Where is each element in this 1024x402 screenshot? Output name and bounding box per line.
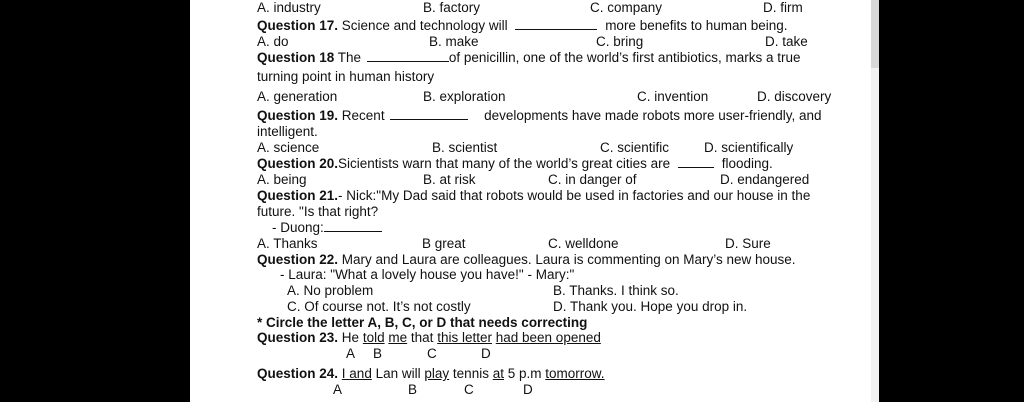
question-20-blank xyxy=(678,156,714,168)
q21-option-a: A. Thanks xyxy=(257,236,318,251)
q19-option-a: A. science xyxy=(257,140,320,155)
question-21 xyxy=(257,188,810,204)
question-22 xyxy=(257,252,796,268)
question-21-stem: - Nick:"My Dad said that robots would be used in factories and our house in the xyxy=(338,188,811,203)
adjacent-page-edge-shadow xyxy=(871,0,879,68)
question-24-letter-d: D xyxy=(523,382,533,397)
q16-option-d: D. firm xyxy=(763,0,803,15)
q17-option-b: B. make xyxy=(429,34,479,49)
question-24-part-d: tomorrow. xyxy=(545,366,605,381)
question-19-blank xyxy=(390,108,468,120)
q22-option-a: A. No problem xyxy=(287,283,374,298)
question-19-stem-start: Recent xyxy=(341,108,385,123)
question-22-label: Question 22. xyxy=(257,252,339,267)
question-24-label: Question 24. xyxy=(257,366,339,381)
question-23-letter-a: A xyxy=(346,346,356,361)
question-20-stem-end: flooding. xyxy=(721,156,773,171)
question-23-word-4: that xyxy=(410,330,434,345)
question-24-letter-b: B xyxy=(408,382,418,397)
question-19-stem-end: developments have made robots more user-friendly, and xyxy=(484,108,822,123)
q16-option-b: B. factory xyxy=(423,0,481,15)
question-18-stem-end: of penicillin, one of the world’s first antibiotics, marks a true xyxy=(448,50,801,65)
question-23 xyxy=(257,330,601,346)
q22-option-c: C. Of course not. It’s not costly xyxy=(287,299,471,314)
question-24-part-a: I and xyxy=(341,366,372,381)
question-18-line-2: turning point in human history xyxy=(257,69,435,84)
question-18-blank xyxy=(367,50,449,62)
question-23-letter-c: C xyxy=(427,346,437,361)
question-21-line-2: future. "Is that right? xyxy=(257,204,379,219)
q18-option-a: A. generation xyxy=(257,89,338,104)
q20-option-d: D. endangered xyxy=(720,172,810,187)
question-17-stem-start: Science and technology will xyxy=(341,18,508,33)
question-24 xyxy=(257,366,605,382)
question-17-label: Question 17. xyxy=(257,18,339,33)
question-23-part-a: told xyxy=(362,330,385,345)
question-21-speaker: - Duong: xyxy=(272,220,324,235)
question-20-label: Question 20. xyxy=(257,156,339,171)
question-17-blank xyxy=(515,18,597,30)
question-24-word-6: 5 p.m xyxy=(507,366,542,381)
question-17-stem-end: more benefits to human being. xyxy=(605,18,788,33)
question-21-label: Question 21. xyxy=(257,188,339,203)
question-23-part-d: had been opened xyxy=(495,330,601,345)
question-24-word-2: Lan will xyxy=(375,366,421,381)
q20-option-a: A. being xyxy=(257,172,307,187)
question-24-word-4: tennis xyxy=(452,366,489,381)
q18-option-d: D. discovery xyxy=(757,89,832,104)
question-24-part-c: at xyxy=(492,366,504,381)
question-18-stem-start: The xyxy=(337,50,362,65)
question-17 xyxy=(257,18,788,34)
q19-option-d: D. scientifically xyxy=(704,140,794,155)
q18-option-c: C. invention xyxy=(637,89,709,104)
question-23-word-1: He xyxy=(341,330,360,345)
q16-option-a: A. industry xyxy=(257,0,321,15)
question-23-letter-d: D xyxy=(481,346,491,361)
q20-option-b: B. at risk xyxy=(423,172,476,187)
question-19-line-2: intelligent. xyxy=(257,124,318,139)
question-22-stem: Mary and Laura are colleagues. Laura is commenting on Mary’s new house. xyxy=(341,252,796,267)
q17-option-d: D. take xyxy=(765,34,808,49)
question-18-label: Question 18 xyxy=(257,50,335,65)
question-18 xyxy=(257,50,801,66)
q21-option-d: D. Sure xyxy=(725,236,771,251)
question-23-part-c: this letter xyxy=(437,330,492,345)
worksheet-page xyxy=(190,0,871,402)
section-instruction: * Circle the letter A, B, C, or D that needs correcting xyxy=(257,315,588,330)
question-23-label: Question 23. xyxy=(257,330,339,345)
q20-option-c: C. in danger of xyxy=(548,172,637,187)
question-22-line-2: - Laura: "What a lovely house you have!" - Mary:" xyxy=(280,267,575,282)
question-19 xyxy=(257,108,822,124)
question-23-letter-b: B xyxy=(373,346,383,361)
question-19-label: Question 19. xyxy=(257,108,339,123)
q22-option-b: B. Thanks. I think so. xyxy=(553,283,679,298)
q22-option-d: D. Thank you. Hope you drop in. xyxy=(553,299,748,314)
q21-option-c: C. welldone xyxy=(548,236,619,251)
question-24-letter-c: C xyxy=(464,382,474,397)
question-24-part-b: play xyxy=(424,366,450,381)
question-23-part-b: me xyxy=(388,330,408,345)
question-20 xyxy=(257,156,773,172)
q19-option-c: C. scientific xyxy=(600,140,670,155)
q18-option-b: B. exploration xyxy=(423,89,506,104)
q19-option-b: B. scientist xyxy=(432,140,498,155)
q21-option-b: B great xyxy=(422,236,466,251)
question-20-stem-start: Sicientists warn that many of the world’s great cities are xyxy=(338,156,671,171)
q17-option-c: C. bring xyxy=(596,34,644,49)
question-21-line-3 xyxy=(272,220,382,236)
q17-option-a: A. do xyxy=(257,34,289,49)
question-21-blank xyxy=(324,220,382,232)
question-24-letter-a: A xyxy=(333,382,343,397)
q16-option-c: C. company xyxy=(590,0,663,15)
